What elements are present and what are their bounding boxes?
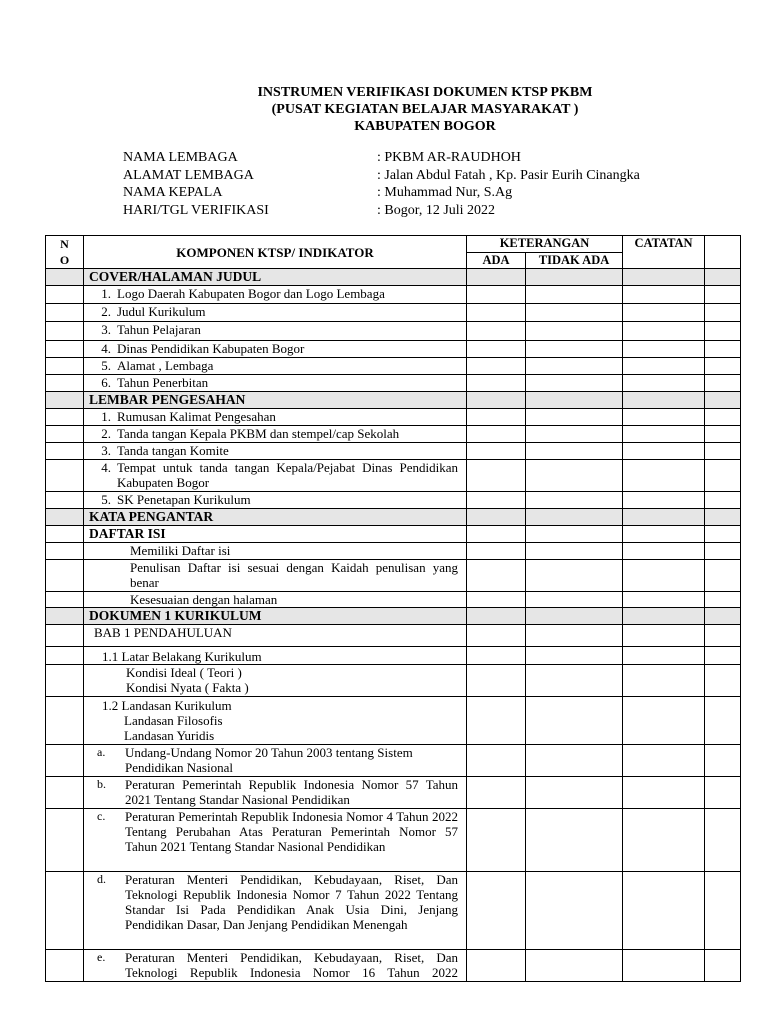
item-cell: 3. Tahun Pelajaran: [84, 322, 467, 341]
section-title: COVER/HALAMAN JUDUL: [84, 269, 467, 286]
item-cell: 1.2 Landasan Kurikulum Landasan Filosofis Landasan Yuridis: [84, 697, 467, 745]
table-row: [46, 625, 741, 647]
table-row: [46, 697, 741, 745]
section-row-pengesahan: [46, 392, 741, 409]
doc-title-line1: INSTRUMEN VERIFIKASI DOKUMEN KTSP PKBM: [257, 85, 593, 100]
item-cell: Kesesuaian dengan halaman: [84, 592, 467, 608]
table-row: [46, 322, 741, 341]
info-row: [123, 184, 640, 202]
item-cell: 4. Tempat untuk tanda tangan Kepala/Pejabat Dinas Pendidikan Kabupaten Bogor: [84, 460, 467, 492]
section-row-cover: [46, 269, 741, 286]
info-value: : Muhammad Nur, S.Ag: [377, 185, 513, 201]
table-row: [46, 286, 741, 304]
table-row: [46, 777, 741, 809]
info-value: : Bogor, 12 Juli 2022: [377, 203, 496, 219]
item-cell: a. Undang-Undang Nomor 20 Tahun 2003 tentang Sistem Pendidikan Nasional: [84, 745, 467, 777]
info-row: [123, 167, 640, 185]
info-row: [123, 202, 640, 220]
item-cell: 2. Judul Kurikulum: [84, 304, 467, 322]
info-row: [123, 149, 640, 167]
header-ada: ADA: [467, 252, 526, 269]
institution-info: [123, 149, 640, 220]
table-row: [46, 426, 741, 443]
doc-title-line3: KABUPATEN BOGOR: [354, 119, 496, 134]
section-row-dokumen1: [46, 608, 741, 625]
table-row: [46, 560, 741, 592]
header-keterangan: KETERANGAN: [467, 236, 623, 253]
section-row-kata-pengantar: [46, 509, 741, 526]
table-row: [46, 872, 741, 950]
table-row: [46, 304, 741, 322]
table-row: [46, 492, 741, 509]
item-cell: 2. Tanda tangan Kepala PKBM dan stempel/cap Sekolah: [84, 426, 467, 443]
item-cell: 5. Alamat , Lembaga: [84, 358, 467, 375]
item-cell: 4. Dinas Pendidikan Kabupaten Bogor: [84, 341, 467, 358]
section-title: LEMBAR PENGESAHAN: [84, 392, 467, 409]
table-header-row: [46, 236, 741, 253]
section-title: DAFTAR ISI: [84, 526, 467, 543]
table-row: [46, 647, 741, 665]
table-row: [46, 809, 741, 872]
table-row: [46, 409, 741, 426]
item-cell: d. Peraturan Menteri Pendidikan, Kebudayaan, Riset, Dan Teknologi Republik Indonesia Nomor 7 Tahun 2022 Tentang Standar Isi Pada Pendidikan Anak Usia Dini, Jenjang Pendidikan Dasar, Dan Jenjang Pendidikan Menengah: [84, 872, 467, 950]
item-cell: c. Peraturan Pemerintah Republik Indonesia Nomor 4 Tahun 2022 Tentang Perubahan Atas Peraturan Pemerintah Nomor 57 Tahun 2021 Tentang Standar Nasional Pendidikan: [84, 809, 467, 872]
subsection-title: 1.1 Latar Belakang Kurikulum: [84, 647, 467, 665]
section-title: KATA PENGANTAR: [84, 509, 467, 526]
section-row-daftar-isi: [46, 526, 741, 543]
info-label: NAMA LEMBAGA: [123, 150, 238, 165]
header-no: N O: [46, 236, 84, 269]
table-row: [46, 543, 741, 560]
item-cell: 3. Tanda tangan Komite: [84, 443, 467, 460]
info-value: : PKBM AR-RAUDHOH: [377, 150, 521, 165]
item-cell: e. Peraturan Menteri Pendidikan, Kebudayaan, Riset, Dan Teknologi Republik Indonesia Nomor 16 Tahun 2022: [84, 950, 467, 982]
item-cell: 6. Tahun Penerbitan: [84, 375, 467, 392]
item-cell: Memiliki Daftar isi: [84, 543, 467, 560]
header-extra: [705, 236, 741, 269]
info-label: ALAMAT LEMBAGA: [123, 167, 254, 183]
table-row: [46, 341, 741, 358]
item-cell: Penulisan Daftar isi sesuai dengan Kaidah penulisan yang benar: [84, 560, 467, 592]
item-cell: 1. Rumusan Kalimat Pengesahan: [84, 409, 467, 426]
header-tidak-ada: TIDAK ADA: [526, 252, 623, 269]
table-row: [46, 443, 741, 460]
table-row: [46, 592, 741, 608]
table-row: [46, 460, 741, 492]
header-komponen: KOMPONEN KTSP/ INDIKATOR: [84, 236, 467, 269]
table-row: [46, 375, 741, 392]
info-label: NAMA KEPALA: [123, 185, 223, 201]
item-cell: b. Peraturan Pemerintah Republik Indonesia Nomor 57 Tahun 2021 Tentang Standar Nasional Pendidikan: [84, 777, 467, 809]
section-title: DOKUMEN 1 KURIKULUM: [84, 608, 467, 625]
info-value: : Jalan Abdul Fatah , Kp. Pasir Eurih Cinangka: [377, 167, 640, 183]
table-row: [46, 665, 741, 697]
chapter-title: BAB 1 PENDAHULUAN: [84, 625, 467, 647]
table-row: [46, 745, 741, 777]
table-row: [46, 358, 741, 375]
verification-table: [45, 235, 741, 982]
doc-title-line2: (PUSAT KEGIATAN BELAJAR MASYARAKAT ): [271, 102, 579, 117]
info-label: HARI/TGL VERIFIKASI: [123, 203, 269, 219]
item-cell: 1. Logo Daerah Kabupaten Bogor dan Logo Lembaga: [84, 286, 467, 304]
item-cell: Kondisi Ideal ( Teori ) Kondisi Nyata ( Fakta ): [84, 665, 467, 697]
table-row: [46, 950, 741, 982]
header-catatan: CATATAN: [623, 236, 705, 269]
item-cell: 5. SK Penetapan Kurikulum: [84, 492, 467, 509]
